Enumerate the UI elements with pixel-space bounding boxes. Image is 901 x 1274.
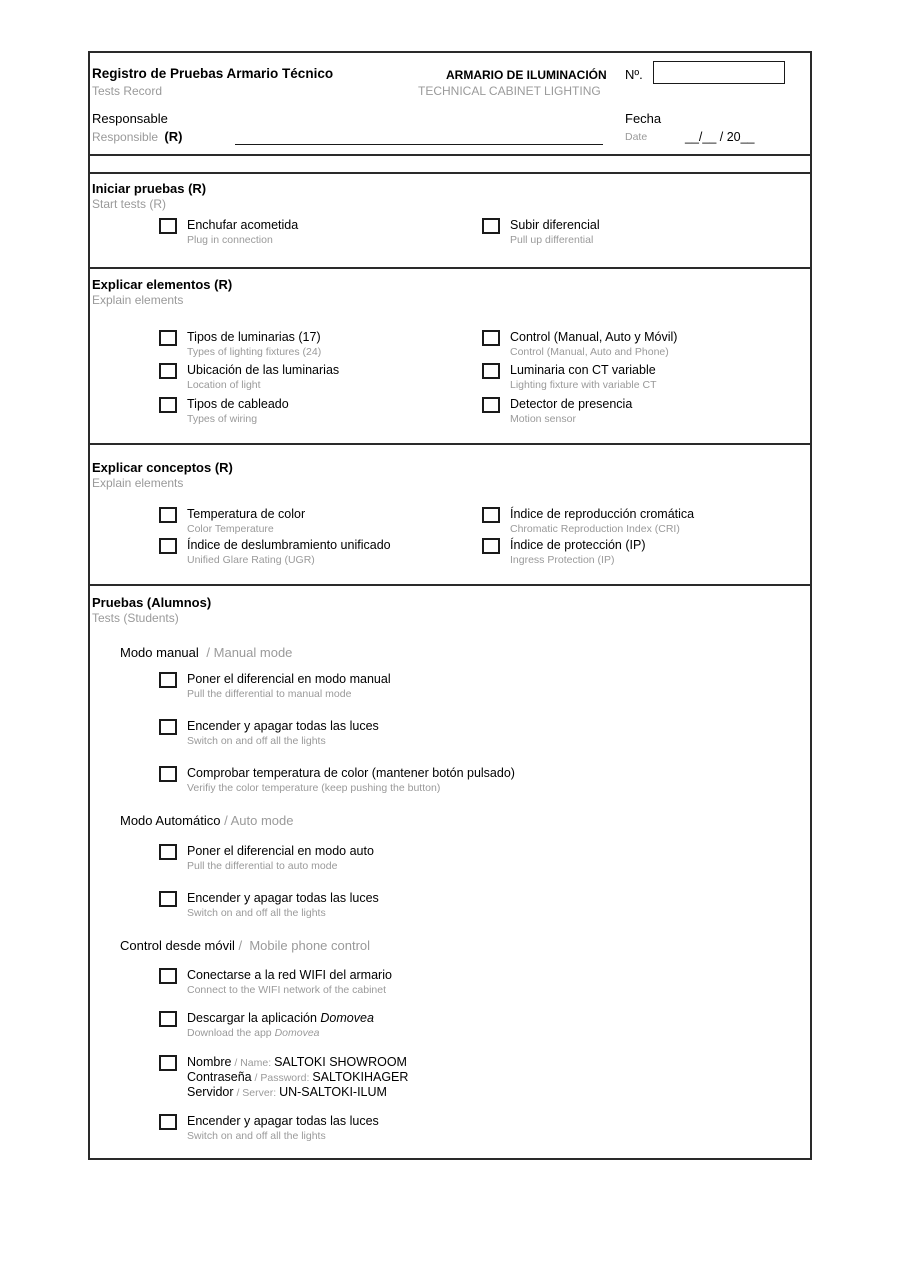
responsible-signature-line[interactable] [235, 144, 603, 145]
item-label: Control (Manual, Auto y Móvil) [510, 330, 678, 344]
checkbox[interactable] [159, 672, 177, 688]
item-label: Poner el diferencial en modo manual [187, 672, 391, 686]
subsection-manual [120, 645, 292, 660]
number-field[interactable] [653, 61, 785, 84]
credential-label: Servidor [187, 1085, 234, 1099]
form-title-en: Tests Record [92, 84, 163, 98]
responsible-label-en [92, 129, 182, 144]
responsible-label-en-text: Responsible [92, 130, 159, 144]
checkbox[interactable] [159, 538, 177, 554]
app-name-en: Domovea [274, 1027, 320, 1039]
item-label: Tipos de luminarias (17) [187, 330, 321, 344]
form-title: Registro de Pruebas Armario Técnico [92, 66, 334, 81]
subsection-title: Modo Automático [120, 813, 221, 828]
responsible-label: Responsable [92, 111, 168, 126]
item-label: Índice de deslumbramiento unificado [187, 538, 391, 552]
item-sublabel: Types of lighting fixtures (24) [187, 346, 322, 358]
section-title-elements-en: Explain elements [92, 293, 184, 307]
checkbox[interactable] [159, 1011, 177, 1027]
subsection-title-en: / Manual mode [206, 645, 293, 660]
item-label: Poner el diferencial en modo auto [187, 844, 374, 858]
credential-server [187, 1085, 387, 1099]
section-divider [88, 267, 812, 269]
subsection-title-en: / Auto mode [224, 813, 294, 828]
section-title-concepts: Explicar conceptos (R) [92, 460, 233, 475]
item-label: Detector de presencia [510, 397, 633, 411]
cabinet-label-en: TECHNICAL CABINET LIGHTING [418, 84, 601, 98]
date-label: Fecha [625, 111, 662, 126]
section-title-tests-en: Tests (Students) [92, 611, 179, 625]
responsible-marker: (R) [164, 129, 183, 144]
item-label: Encender y apagar todas las luces [187, 891, 379, 905]
item-sublabel [187, 1027, 320, 1039]
checkbox[interactable] [159, 397, 177, 413]
section-title-start: Iniciar pruebas (R) [92, 181, 207, 196]
credential-label: Contraseña [187, 1070, 252, 1084]
checkbox[interactable] [159, 330, 177, 346]
credential-label-en: / Server: [233, 1087, 280, 1099]
cabinet-label: ARMARIO DE ILUMINACIÓN [446, 68, 607, 82]
item-label: Conectarse a la red WIFI del armario [187, 968, 392, 982]
section-title-tests: Pruebas (Alumnos) [92, 595, 212, 610]
item-label-text: Descargar la aplicación [187, 1011, 321, 1025]
checkbox[interactable] [159, 844, 177, 860]
item-sublabel: Unified Glare Rating (UGR) [187, 554, 315, 566]
section-divider [88, 443, 812, 445]
item-sublabel: Switch on and off all the lights [187, 735, 326, 747]
section-divider [88, 584, 812, 586]
checkbox[interactable] [159, 218, 177, 234]
item-label: Encender y apagar todas las luces [187, 719, 379, 733]
item-sublabel: Pull up differential [510, 234, 594, 246]
item-sublabel: Control (Manual, Auto and Phone) [510, 346, 669, 358]
section-title-start-en: Start tests (R) [92, 197, 167, 211]
item-label: Subir diferencial [510, 218, 600, 232]
date-field[interactable]: __/__ / 20__ [685, 130, 755, 144]
credential-label-en: / Name: [231, 1057, 275, 1069]
item-sublabel: Lighting fixture with variable CT [510, 379, 657, 391]
checkbox[interactable] [159, 891, 177, 907]
item-sublabel: Switch on and off all the lights [187, 1130, 326, 1142]
date-label-en: Date [625, 131, 648, 143]
checkbox[interactable] [482, 330, 500, 346]
item-sublabel: Color Temperature [187, 523, 274, 535]
item-sublabel: Switch on and off all the lights [187, 907, 326, 919]
credential-value: UN-SALTOKI-ILUM [279, 1085, 387, 1099]
section-title-elements: Explicar elementos (R) [92, 277, 233, 292]
item-label: Temperatura de color [187, 507, 306, 521]
checkbox[interactable] [482, 538, 500, 554]
item-sublabel: Ingress Protection (IP) [510, 554, 615, 566]
subsection-title-en: / Mobile phone control [238, 938, 371, 953]
item-label: Comprobar temperatura de color (mantener botón pulsado) [187, 766, 515, 780]
item-sublabel: Types of wiring [187, 413, 258, 425]
checkbox[interactable] [159, 363, 177, 379]
item-sublabel: Pull the differential to manual mode [187, 688, 352, 700]
checkbox[interactable] [159, 1114, 177, 1130]
credential-label-en: / Password: [251, 1072, 313, 1084]
subsection-auto [120, 813, 293, 828]
item-sublabel: Connect to the WIFI network of the cabinet [187, 984, 387, 996]
item-label: Índice de protección (IP) [510, 538, 646, 552]
checkbox[interactable] [482, 507, 500, 523]
item-label: Ubicación de las luminarias [187, 363, 340, 377]
spacer-band [88, 154, 812, 174]
subsection-title: Modo manual [120, 645, 199, 660]
item-label [187, 1011, 374, 1025]
section-title-concepts-en: Explain elements [92, 476, 184, 490]
app-name: Domovea [320, 1011, 374, 1025]
number-label: Nº. [625, 67, 643, 82]
item-sublabel: Motion sensor [510, 413, 576, 425]
item-sublabel: Plug in connection [187, 234, 273, 246]
item-sublabel: Pull the differential to auto mode [187, 860, 338, 872]
checkbox[interactable] [482, 363, 500, 379]
subsection-title: Control desde móvil [120, 938, 235, 953]
checkbox[interactable] [159, 766, 177, 782]
checkbox[interactable] [159, 968, 177, 984]
checkbox[interactable] [482, 397, 500, 413]
checkbox[interactable] [159, 719, 177, 735]
item-sublabel: Chromatic Reproduction Index (CRI) [510, 523, 680, 535]
credential-name [187, 1055, 407, 1069]
checkbox[interactable] [482, 218, 500, 234]
item-label: Encender y apagar todas las luces [187, 1114, 379, 1128]
item-sublabel: Location of light [187, 379, 261, 391]
checkbox[interactable] [159, 507, 177, 523]
item-sublabel-text: Download the app [187, 1027, 275, 1039]
credential-password [187, 1070, 408, 1084]
credential-value: SALTOKIHAGER [312, 1070, 409, 1084]
checkbox[interactable] [159, 1055, 177, 1071]
item-label: Índice de reproducción cromática [510, 507, 695, 521]
subsection-mobile [120, 938, 370, 953]
item-label: Luminaria con CT variable [510, 363, 656, 377]
item-label: Tipos de cableado [187, 397, 289, 411]
credential-label: Nombre [187, 1055, 232, 1069]
item-sublabel: Verifiy the color temperature (keep pushing the button) [187, 782, 441, 794]
item-label: Enchufar acometida [187, 218, 299, 232]
credential-value: SALTOKI SHOWROOM [274, 1055, 407, 1069]
